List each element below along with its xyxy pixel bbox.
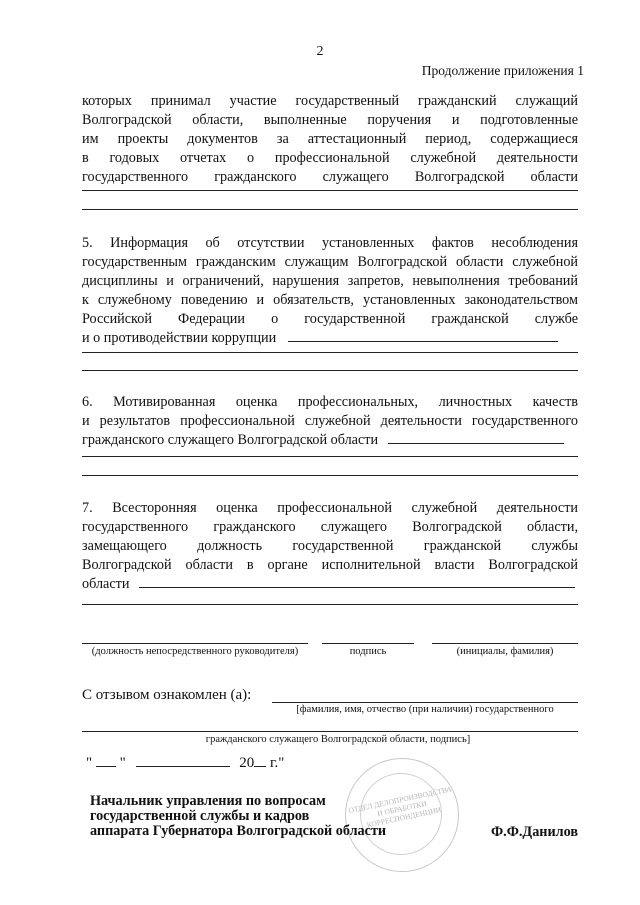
acquainted-caption-2: гражданского служащего Волгоградской области, подпись] [205, 734, 471, 745]
signature-line [322, 643, 414, 644]
position-caption: (должность непосредственного руководителя) [91, 646, 299, 657]
text-line: дисциплины и ограничений, нарушения запретов, невыполнения требований [82, 273, 578, 289]
text-fragment: гражданского служащего Волгоградской области [82, 432, 379, 448]
fill-line [82, 370, 578, 371]
month-blank [136, 754, 230, 767]
text-line: 5. Информация об отсутствии установленных фактов несоблюдения [82, 235, 578, 251]
acquainted-line [272, 702, 578, 703]
fill-line [82, 209, 578, 210]
text-line: 7. Всесторонняя оценка профессиональной служебной деятельности [82, 500, 578, 516]
text-line: государственным гражданским служащим Волгоградской области служебной [82, 254, 578, 270]
day-blank [96, 754, 116, 767]
signatory-title [90, 794, 386, 839]
text-line: к служебному поведению и обязательств, установленных законодательством [82, 292, 578, 308]
text-line: которых принимал участие государственный гражданский служащий [82, 93, 578, 109]
text-line: Волгоградской области в органе исполнительной власти Волгоградской [82, 557, 578, 573]
fill-line [82, 352, 578, 353]
text-line [82, 431, 578, 450]
text-line [82, 575, 578, 594]
signature-caption: подпись [349, 646, 387, 657]
stamp-text: ОТДЕЛ ДЕЛОПРОИЗВОДСТВА И ОБРАБОТКИ КОРРЕСПОНДЕНЦИИ [347, 784, 453, 830]
date-line [86, 754, 284, 772]
year-suffix: г." [270, 755, 285, 771]
fill-line [139, 575, 575, 588]
text-line: 6. Мотивированная оценка профессиональных, личностных качеств [82, 394, 578, 410]
name-caption: (инициалы, фамилия) [456, 646, 554, 657]
text-line: государственного гражданского служащего Волгоградской области [82, 169, 578, 185]
text-line: в годовых отчетах о профессиональной служебной деятельности [82, 150, 578, 166]
year-blank [254, 754, 266, 767]
signatory-title-line: государственной службы и кадров [90, 808, 310, 824]
date-quote: " [86, 755, 93, 771]
signatory-name: Ф.Ф.Данилов [490, 824, 578, 840]
text-line: им проекты документов за аттестационный период, содержащиеся [82, 131, 578, 147]
text-line: Российской Федерации о государственной гражданской службе [82, 311, 578, 327]
text-fragment: и о противодействии коррупции [82, 330, 277, 346]
position-line [82, 643, 308, 644]
text-line [82, 329, 578, 348]
paragraph-5 [82, 234, 578, 348]
continuation-label: Продолжение приложения 1 [421, 63, 584, 78]
paragraph-6 [82, 393, 578, 450]
name-line [432, 643, 578, 644]
year-prefix: 20 [239, 755, 255, 771]
fill-line [388, 431, 564, 444]
fill-line [82, 456, 578, 457]
paragraph-continuation [82, 92, 578, 187]
text-fragment: области [82, 576, 130, 592]
page-number: 2 [316, 44, 324, 59]
fill-line [82, 604, 578, 605]
paragraph-7 [82, 499, 578, 594]
signatory-title-line: аппарата Губернатора Волгоградской области [90, 823, 387, 839]
text-line: Волгоградской области, выполненные поручения и подготовленные [82, 112, 578, 128]
acquainted-caption-1: [фамилия, имя, отчество (при наличии) государственного [296, 704, 554, 715]
fill-line [82, 190, 578, 191]
text-line: и результатов профессиональной служебной деятельности государственного [82, 413, 578, 429]
fill-line [288, 329, 558, 342]
acquainted-label: С отзывом ознакомлен (а): [82, 687, 252, 703]
text-line: государственного гражданского служащего Волгоградской области, [82, 519, 578, 535]
date-quote: " [119, 755, 126, 771]
fill-line [82, 475, 578, 476]
text-line: замещающего должность государственной гражданской службы [82, 538, 578, 554]
signatory-title-line: Начальник управления по вопросам [90, 793, 326, 809]
acquainted-line-2 [82, 731, 578, 732]
